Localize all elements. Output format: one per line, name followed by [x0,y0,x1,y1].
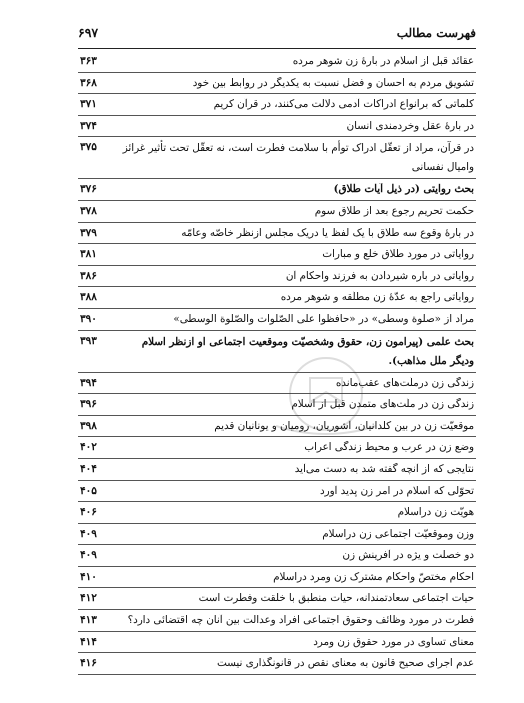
toc-entry-page: ۳۷۸ [80,204,97,217]
toc-entry-title: کلماتی که برانواع ادراکات آدمی دلالت می‌کنند، در قرآن کریم [213,98,474,111]
toc-entry-page: ۳۶۳ [80,55,97,67]
toc-entry-page: ۳۹۰ [80,312,97,325]
toc-entry-page: ۳۹۶ [80,398,97,411]
toc-entry-title: وضع زن در عرب و محیط زندگی اعراب [304,441,474,454]
toc-entry-page: ۳۸۸ [80,291,97,304]
toc-entry [78,266,476,288]
toc-entry [78,588,476,610]
toc-entry-title: عقائد قبل از اسلام در بارهٔ زن شوهر مرده [292,55,474,67]
toc-entry [78,416,476,438]
toc-entry-page: ۴۰۲ [80,441,97,454]
toc-entry-page: ۳۹۴ [80,376,97,389]
toc-entry [78,201,476,223]
toc-entry [78,116,476,138]
toc-entry [78,459,476,481]
toc-entry [78,524,476,546]
toc-entry-page: ۴۰۹ [80,549,97,562]
toc-entry [78,244,476,266]
toc-entry-title: مراد از «صلوة وسطی» در «حافظوا علی الصّلوات والصّلوة الوسطی» [173,312,474,325]
toc-entry-title: دو خصلت و یژه در آفرینش زن [342,549,474,562]
toc-entry [78,373,476,395]
toc-entry-page: ۴۱۰ [80,570,97,583]
toc-entry-page: ۴۱۶ [80,657,97,670]
header-page-number: ۶۹۷ [78,25,99,40]
toc-entry [78,287,476,309]
toc-entry-page: ۴۱۳ [80,614,97,627]
toc-entry-page: ۳۷۱ [80,98,97,111]
toc-entry-title: هویّت زن دراسلام [397,506,474,519]
toc-entry-title: روایاتی راجع به عدّهٔ زن مطلّقه و شوهر مرده [280,291,474,304]
toc-entry-title: در قرآن، مراد از تعقّل ادراک توأم با سلامت فطرت است، نه تعقّل تحت تأثیر غرائز وامیال نفسانی [122,142,474,174]
toc-entry-page: ۳۸۶ [80,269,97,282]
toc-entry-page: ۳۷۹ [80,226,97,239]
table-of-contents [78,51,476,675]
toc-entry [78,137,476,179]
toc-page [78,22,476,682]
page-header [78,22,476,49]
toc-entry [78,545,476,567]
header-title: فهرست مطالب [396,26,476,40]
toc-entry [78,481,476,503]
toc-entry [78,610,476,632]
toc-entry-title: روایاتی در مورد طلاق خلع و مبارات [322,248,474,261]
toc-entry-page: ۳۷۵ [80,141,97,154]
toc-entry [78,653,476,675]
toc-entry-title: بحث روایتی (در ذیل آیات طلاق) [333,183,474,196]
toc-entry [78,394,476,416]
toc-entry [78,73,476,95]
toc-entry-title: احکام مختصّ واحکام مشترک زن ومرد دراسلام [273,570,474,583]
toc-entry-page: ۳۶۸ [80,76,97,89]
toc-entry-page: ۴۰۶ [80,506,97,519]
toc-entry-page: ۳۸۱ [80,248,97,261]
toc-entry-title: وزن وموقعیّت اجتماعی زن دراسلام [322,527,474,540]
toc-entry-title: در بارهٔ عقل وخردمندی انسان [346,119,474,132]
toc-entry-title: بحث علمی (پیرامون زن، حقوق وشخصیّت وموقعیت اجتماعی او ازنظر اسلام ودیگر ملل مذاهب). [141,335,474,367]
toc-entry-page: ۴۰۴ [80,462,97,475]
toc-entry-title: زندگی زن درملّت‌های عقب‌مانده [335,376,474,389]
toc-entry-title: عدم اجرای صحیح قانون به معنای نقص در قانونگذاری نیست [217,657,474,670]
toc-entry-page: ۴۰۹ [80,527,97,540]
toc-entry [78,94,476,116]
toc-entry-page: ۴۱۴ [80,635,97,648]
toc-entry-page: ۳۷۴ [80,119,97,132]
toc-entry-title: تشویق مردم به احسان و فضل نسبت به یکدیگر در روابط بین خود [192,76,474,89]
toc-entry-title: موقعیّت زن در بین کلدانیان، آشوریان، رومیان و یونانیان قدیم [214,419,474,432]
toc-entry-page: ۳۹۸ [80,419,97,432]
toc-entry-title: در بارهٔ وقوع سه طلاق با یک لفظ یا دریک مجلس ازنظر خاصّه وعامّه [181,226,474,239]
toc-entry [78,331,476,373]
toc-entry-title: زندگی زن در ملّت‌های متمدن قبل از اسلام [291,398,474,411]
toc-entry-page: ۳۹۳ [80,334,97,347]
toc-entry [78,51,476,73]
toc-entry [78,309,476,331]
toc-entry-title: فطرت در مورد وظائف وحقوق اجتماعی افراد وعدالت بین آنان چه اقتضائی دارد؟ [127,614,474,627]
toc-entry-page: ۴۱۲ [80,592,97,605]
toc-entry-title: نتایجی که از آنچه گفته شد به دست می‌آید [294,462,474,475]
toc-entry [78,437,476,459]
toc-entry-title: حیات اجتماعی سعادتمندانه، حیات منطبق با خلقت وفطرت است [198,592,474,605]
toc-entry-page: ۴۰۵ [80,484,97,497]
toc-entry-title: تحوّلی که اسلام در امر زن پدید آورد [320,484,474,497]
toc-entry [78,632,476,654]
toc-entry [78,179,476,201]
toc-entry-title: روایاتی در باره شیردادن به فرزند واحکام آن [285,269,474,282]
toc-entry-title: معنای تساوی در مورد حقوق زن ومرد [313,635,474,648]
toc-entry-page: ۳۷۶ [80,183,97,196]
toc-entry [78,223,476,245]
toc-entry [78,567,476,589]
toc-entry-title: حکمت تحریم رجوع بعد از طلاق سوم [314,204,474,217]
toc-entry [78,502,476,524]
